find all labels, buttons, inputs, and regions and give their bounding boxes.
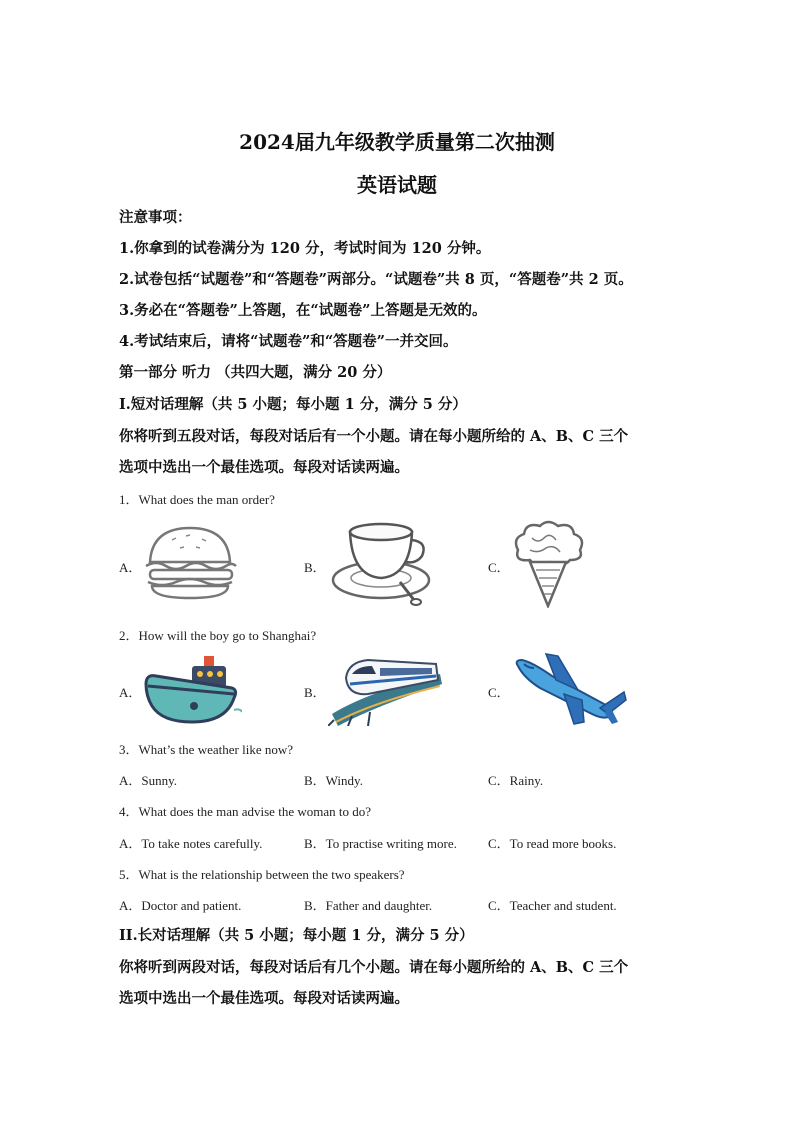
option-label: C． bbox=[488, 685, 510, 700]
question-stem: 3．What’s the weather like now? bbox=[119, 742, 293, 757]
section-heading: II.长对话理解（共 5 小题；每小题 1 分，满分 5 分） bbox=[119, 927, 474, 944]
part-heading: 第一部分 听力 （共四大题，满分 20 分） bbox=[119, 364, 392, 381]
page-subtitle: 英语试题 bbox=[357, 173, 437, 197]
notice-item: 3.务必在“答题卷”上答题，在“试题卷”上答题是无效的。 bbox=[119, 302, 487, 319]
option-text: A．Sunny. bbox=[119, 773, 178, 788]
option-label: A． bbox=[119, 560, 142, 575]
notice-item: 2.试卷包括“试题卷”和“答题卷”两部分。“试题卷”共 8 页，“答题卷”共 2 页。 bbox=[119, 271, 633, 288]
notice-item: 4.考试结束后，请将“试题卷”和“答题卷”一并交回。 bbox=[119, 333, 458, 350]
section-instruction: 你将听到两段对话，每段对话后有几个小题。请在每小题所给的 A、B、C 三个 bbox=[119, 959, 629, 976]
option-text: B．Father and daughter. bbox=[304, 898, 433, 913]
section-instruction: 选项中选出一个最佳选项。每段对话读两遍。 bbox=[119, 990, 409, 1007]
hamburger-image bbox=[142, 522, 238, 602]
section-instruction: 你将听到五段对话，每段对话后有一个小题。请在每小题所给的 A、B、C 三个 bbox=[119, 428, 629, 445]
ship-image bbox=[142, 650, 242, 724]
question-stem: 2．How will the boy go to Shanghai? bbox=[119, 628, 317, 643]
option-text: B．To practise writing more. bbox=[304, 836, 457, 851]
option-label: B． bbox=[304, 685, 326, 700]
option-label: C． bbox=[488, 560, 510, 575]
option-label: A． bbox=[119, 685, 142, 700]
notice-item: 1.你拿到的试卷满分为 120 分，考试时间为 120 分钟。 bbox=[119, 240, 491, 257]
option-text: C．Teacher and student. bbox=[488, 898, 617, 913]
airplane-image bbox=[512, 652, 628, 726]
option-text: A．Doctor and patient. bbox=[119, 898, 242, 913]
question-stem: 4．What does the man advise the woman to do? bbox=[119, 804, 371, 819]
notice-heading: 注意事项： bbox=[119, 209, 192, 226]
high-speed-train-image bbox=[328, 654, 444, 726]
page-title: 2024届九年级教学质量第二次抽测 bbox=[239, 130, 555, 154]
question-stem: 1．What does the man order? bbox=[119, 492, 275, 507]
option-text: A．To take notes carefully. bbox=[119, 836, 263, 851]
option-label: B． bbox=[304, 560, 326, 575]
section-heading: I.短对话理解（共 5 小题；每小题 1 分，满分 5 分） bbox=[119, 396, 467, 413]
question-stem: 5．What is the relationship between the two speakers? bbox=[119, 867, 405, 882]
section-instruction: 选项中选出一个最佳选项。每段对话读两遍。 bbox=[119, 459, 409, 476]
option-text: B．Windy. bbox=[304, 773, 363, 788]
coffee-cup-image bbox=[330, 518, 432, 606]
ice-cream-image bbox=[508, 520, 588, 608]
option-text: C．Rainy. bbox=[488, 773, 544, 788]
option-text: C．To read more books. bbox=[488, 836, 617, 851]
